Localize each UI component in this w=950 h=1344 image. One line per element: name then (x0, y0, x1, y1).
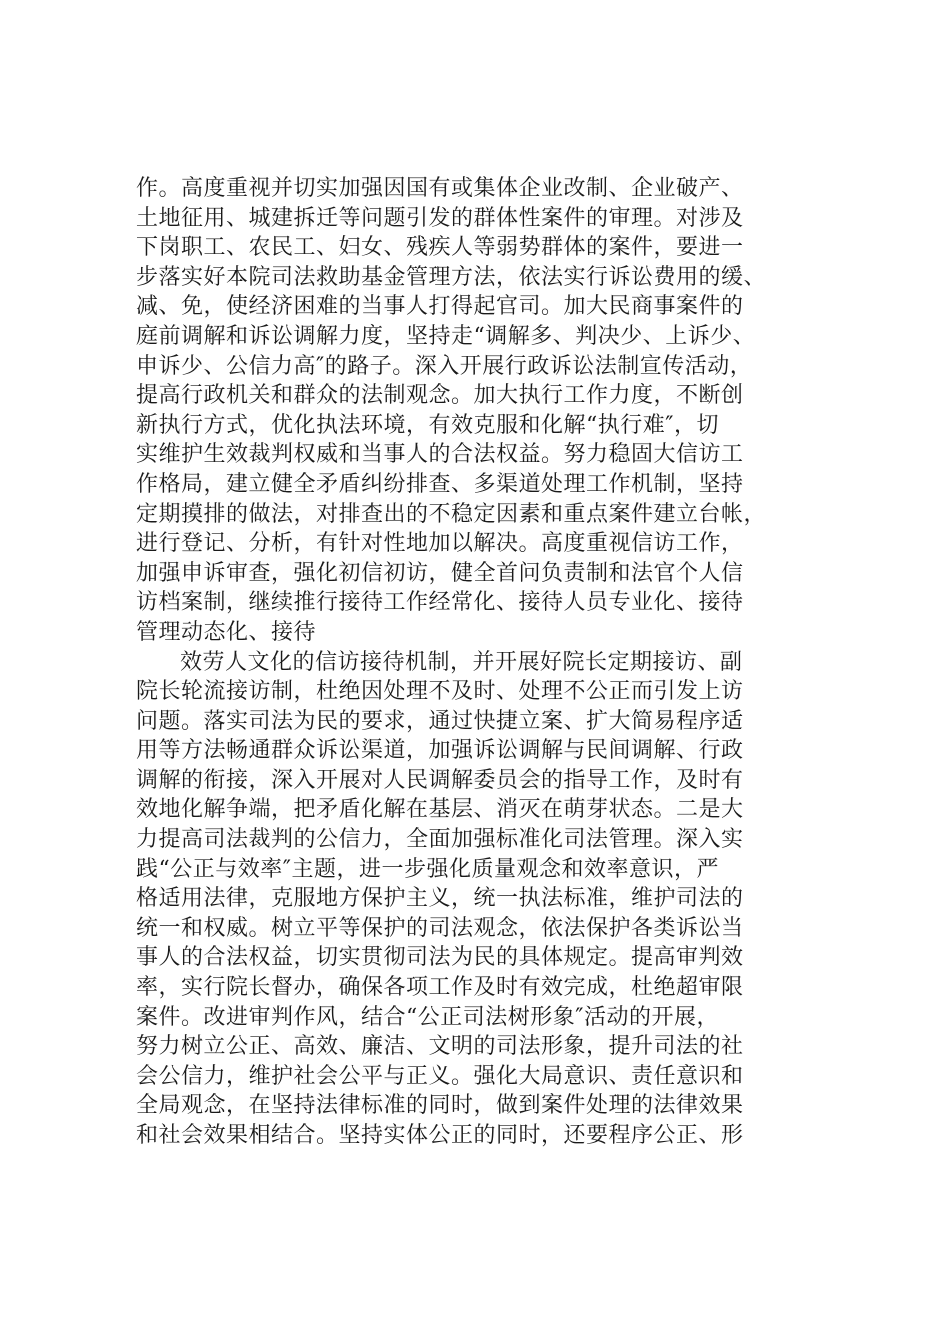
text-line: 调解的衔接，深入开展对人民调解委员会的指导工作，及时有 (136, 767, 744, 793)
text-line: 减、免，使经济困难的当事人打得起官司。加大民商事案件的 (136, 294, 744, 320)
text-line: 下岗职工、农民工、妇女、残疾人等弱势群体的案件，要进一 (136, 235, 744, 261)
text-line: 作格局，建立健全矛盾纠纷排查、多渠道处理工作机制，坚持 (136, 471, 744, 497)
text-line: 用等方法畅通群众诉讼渠道，加强诉讼调解与民间调解、行政 (136, 738, 744, 764)
text-line: 土地征用、城建拆迁等问题引发的群体性案件的审理。对涉及 (136, 205, 744, 231)
text-line: 进行登记、分析，有针对性地加以解决。高度重视信访工作， (136, 531, 744, 557)
text-line: 提高行政机关和群众的法制观念。加大执行工作力度，不断创 (136, 383, 744, 409)
text-line: 访档案制，继续推行接待工作经常化、接待人员专业化、接待 (136, 590, 744, 616)
text-line: 新执行方式，优化执法环境，有效克服和化解“执行难″，切 (136, 412, 719, 438)
text-line: 申诉少、公信力高″的路子。深入开展行政诉讼法制宣传活动， (136, 353, 753, 379)
text-line: 管理动态化、接待 (136, 619, 317, 645)
text-line: 院长轮流接访制，杜绝因处理不及时、处理不公正而引发上访 (136, 679, 744, 705)
document-body (136, 174, 836, 1151)
text-line: 步落实好本院司法救助基金管理方法，依法实行诉讼费用的缓、 (136, 264, 767, 290)
paragraph-2 (136, 648, 836, 1151)
text-line: 庭前调解和诉讼调解力度，坚持走“调解多、判决少、上诉少、 (136, 323, 756, 349)
text-line: 作。高度重视并切实加强因国有或集体企业改制、企业破产、 (136, 176, 744, 201)
text-line: 问题。落实司法为民的要求，通过快捷立案、扩大简易程序适 (136, 708, 744, 734)
text-line: 事人的合法权益，切实贯彻司法为民的具体规定。提高审判效 (136, 945, 744, 971)
text-line: 案件。改进审判作风，结合“公正司法树形象″活动的开展， (136, 1004, 719, 1030)
text-line: 践“公正与效率″主题，进一步强化质量观念和效率意识，严 (136, 856, 719, 882)
text-line: 会公信力，维护社会公平与正义。强化大局意识、责任意识和 (136, 1063, 744, 1089)
text-line: 率，实行院长督办，确保各项工作及时有效完成，杜绝超审限 (136, 975, 744, 1001)
paragraph-1 (136, 174, 836, 648)
text-line: 效地化解争端，把矛盾化解在基层、消灭在萌芽状态。二是大 (136, 797, 744, 823)
text-line: 格适用法律，克服地方保护主义，统一执法标准，维护司法的 (136, 886, 744, 912)
text-line: 实维护生效裁判权威和当事人的合法权益。努力稳固大信访工 (136, 442, 744, 468)
text-line: 加强申诉审查，强化初信初访，健全首问负责制和法官个人信 (136, 560, 744, 586)
text-line: 努力树立公正、高效、廉洁、文明的司法形象，提升司法的社 (136, 1034, 744, 1060)
text-line: 全局观念，在坚持法律标准的同时，做到案件处理的法律效果 (136, 1093, 744, 1119)
text-line: 力提高司法裁判的公信力，全面加强标准化司法管理。深入实 (136, 827, 744, 853)
text-line: 统一和权威。树立平等保护的司法观念，依法保护各类诉讼当 (136, 915, 744, 941)
text-line: 定期摸排的做法，对排查出的不稳定因素和重点案件建立台帐， (136, 501, 767, 527)
text-line: 效劳人文化的信访接待机制，并开展好院长定期接访、副 (180, 649, 743, 675)
text-line: 和社会效果相结合。坚持实体公正的同时，还要程序公正、形 (136, 1123, 744, 1148)
